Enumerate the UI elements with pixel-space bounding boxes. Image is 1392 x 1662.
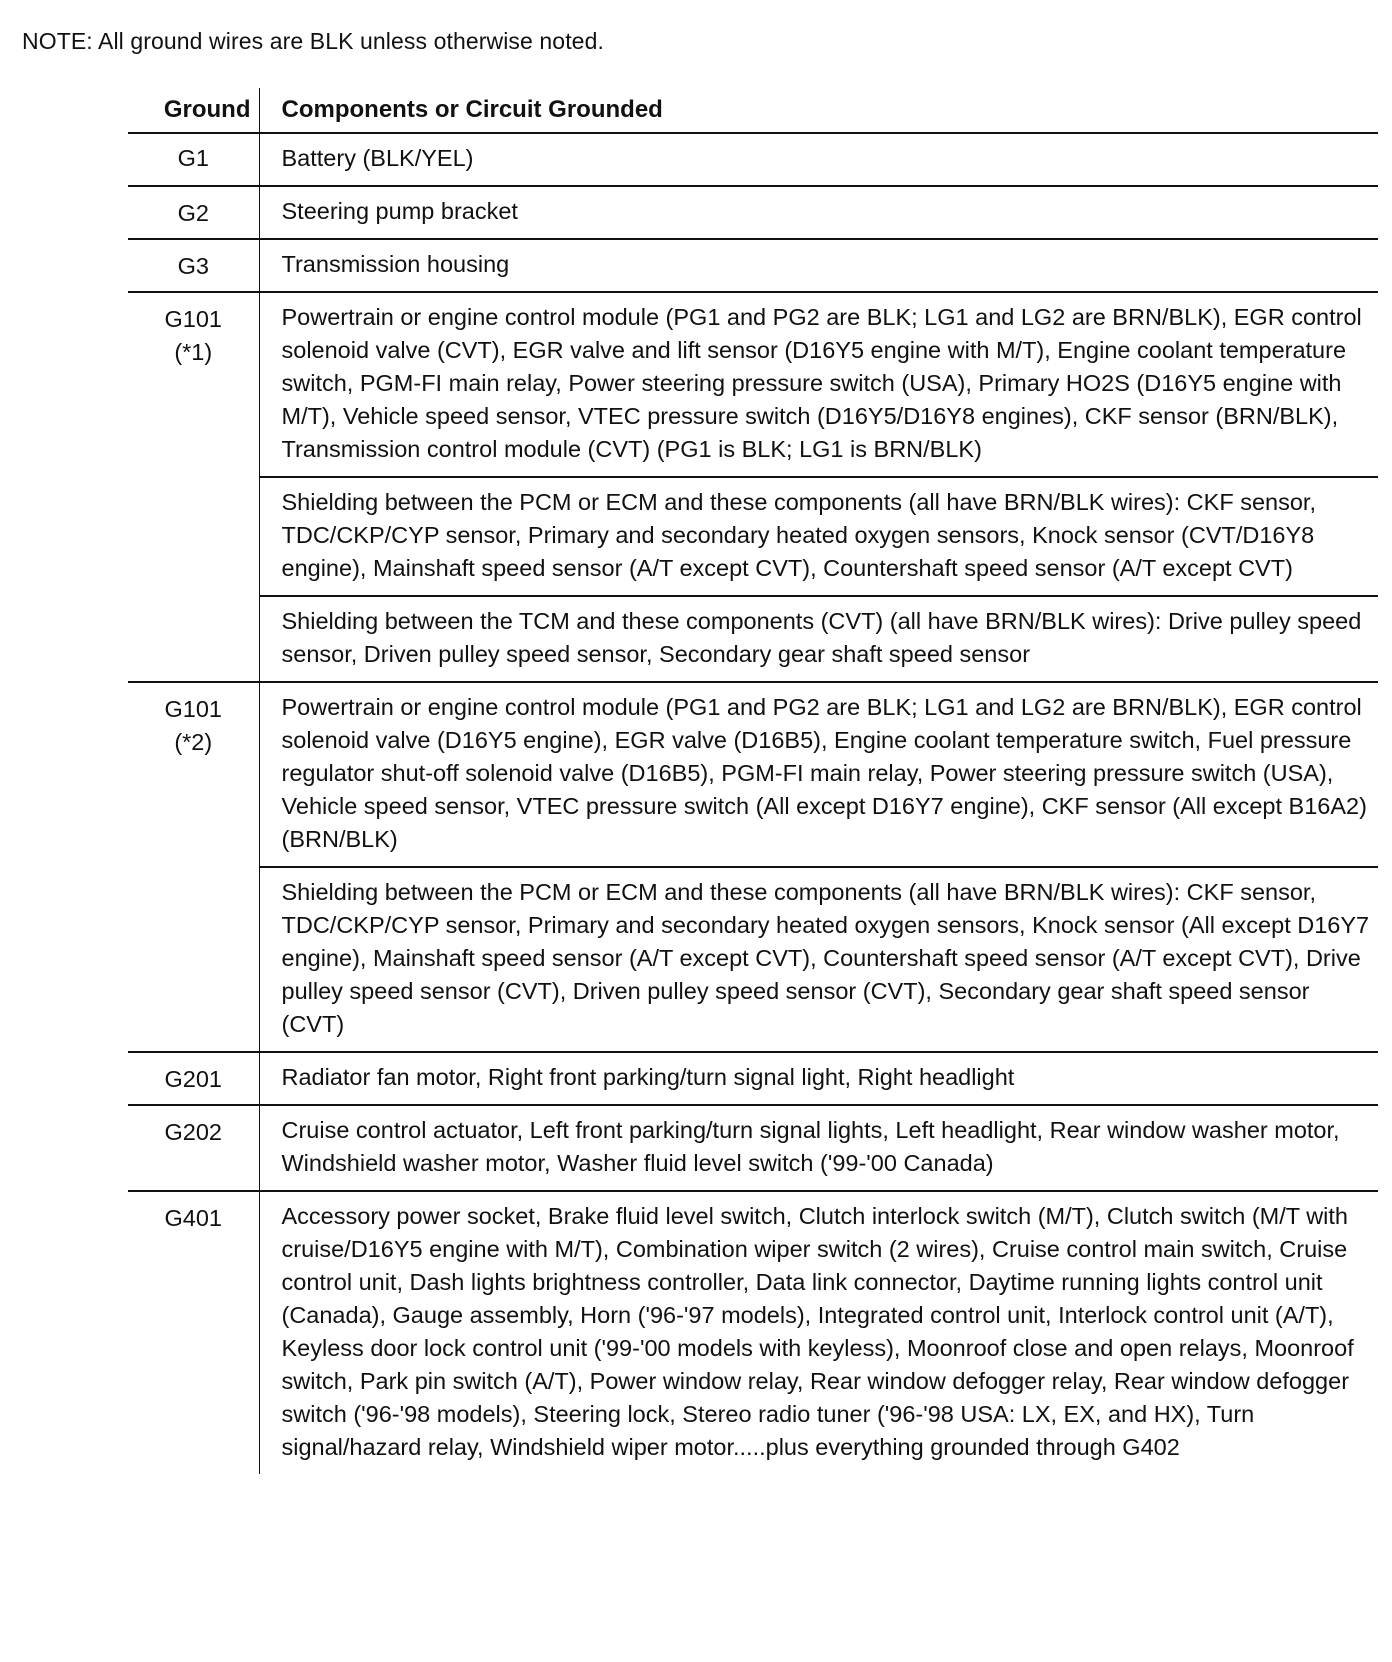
table-row (128, 239, 1378, 292)
ground-cell: G1 (128, 133, 259, 186)
table-row (128, 292, 1378, 477)
components-cell: Accessory power socket, Brake fluid level switch, Clutch interlock switch (M/T), Clutch switch (M/T with cruise/D16Y5 engine with M/T), Combination wiper switch (2 wires), Cruise control main switch, Cruise control unit, Dash lights brightness controller, Data link connector, Daytime running lights control unit (Canada), Gauge assembly, Horn ('96-'97 models), Integrated control unit, Interlock control unit (A/T), Keyless door lock control unit ('99-'00 models with keyless), Moonroof close and open relays, Moonroof switch, Park pin switch (A/T), Power window relay, Rear window defogger relay, Rear window defogger switch ('96-'98 models), Steering lock, Stereo radio tuner ('96-'98 USA: LX, EX, and HX), Turn signal/hazard relay, Windshield wiper motor.....plus everything grounded through G402 (281, 1203, 1354, 1460)
table-row (128, 133, 1378, 186)
components-cell: Radiator fan motor, Right front parking/turn signal light, Right headlight (259, 1052, 1378, 1105)
ground-cell: G3 (128, 239, 259, 292)
components-cell: Transmission housing (259, 239, 1378, 292)
table-row (128, 1052, 1378, 1105)
header-ground: Ground (128, 88, 259, 133)
components-cell: Shielding between the PCM or ECM and these components (all have BRN/BLK wires): CKF sensor, TDC/CKP/CYP sensor, Primary and secondary heated oxygen sensors, Knock sensor (All except D16Y7 engine), Mainshaft speed sensor (A/T except CVT), Countershaft speed sensor (A/T except CVT), Drive pulley speed sensor (CVT), Driven pulley speed sensor (CVT), Secondary gear shaft speed sensor (CVT) (259, 867, 1378, 1052)
ground-cell: G2 (128, 186, 259, 239)
table-row (128, 186, 1378, 239)
components-cell: Steering pump bracket (259, 186, 1378, 239)
ground-table (128, 88, 1378, 1474)
header-components: Components or Circuit Grounded (259, 88, 1378, 133)
table-row (128, 682, 1378, 867)
table-row (128, 477, 1378, 596)
table-header-row (128, 88, 1378, 133)
ground-cell: G201 (128, 1052, 259, 1105)
ground-cell (128, 867, 259, 1052)
table-row (128, 867, 1378, 1052)
components-cell: Cruise control actuator, Left front parking/turn signal lights, Left headlight, Rear window washer motor, Windshield washer motor, Washer fluid level switch ('99-'00 Canada) (259, 1105, 1378, 1191)
table-row (128, 1105, 1378, 1191)
components-cell: Battery (BLK/YEL) (259, 133, 1378, 186)
components-cell: Powertrain or engine control module (PG1 and PG2 are BLK; LG1 and LG2 are BRN/BLK), EGR control solenoid valve (D16Y5 engine), EGR valve (D16B5), Engine coolant temperature switch, Fuel pressure regulator shut-off solenoid valve (D16B5), PGM-FI main relay, Power steering pressure switch (USA), Vehicle speed sensor, VTEC pressure switch (All except D16Y7 engine), CKF sensor (All except B16A2) (BRN/BLK) (259, 682, 1378, 867)
ground-cell: G101 (*2) (128, 682, 259, 867)
ground-cell: G401 (128, 1191, 259, 1474)
components-cell: Powertrain or engine control module (PG1 and PG2 are BLK; LG1 and LG2 are BRN/BLK), EGR control solenoid valve (CVT), EGR valve and lift sensor (D16Y5 engine with M/T), Engine coolant temperature switch, PGM-FI main relay, Power steering pressure switch (USA), Primary HO2S (D16Y5 engine with M/T), Vehicle speed sensor, VTEC pressure switch (D16Y5/D16Y8 engines), CKF sensor (BRN/BLK), Transmission control module (CVT) (PG1 is BLK; LG1 is BRN/BLK) (259, 292, 1378, 477)
table-row (128, 596, 1378, 682)
components-cell: Shielding between the PCM or ECM and these components (all have BRN/BLK wires): CKF sensor, TDC/CKP/CYP sensor, Primary and secondary heated oxygen sensors, Knock sensor (CVT/D16Y8 engine), Mainshaft speed sensor (A/T except CVT), Countershaft speed sensor (A/T except CVT) (259, 477, 1378, 596)
ground-cell (128, 477, 259, 596)
table-row (128, 1191, 1378, 1474)
ground-cell: G101 (*1) (128, 292, 259, 477)
note-text: NOTE: All ground wires are BLK unless otherwise noted. (22, 28, 604, 54)
ground-cell: G202 (128, 1105, 259, 1191)
ground-cell (128, 596, 259, 682)
components-cell: Shielding between the TCM and these components (CVT) (all have BRN/BLK wires): Drive pulley speed sensor, Driven pulley speed sensor, Secondary gear shaft speed sensor (259, 596, 1378, 682)
